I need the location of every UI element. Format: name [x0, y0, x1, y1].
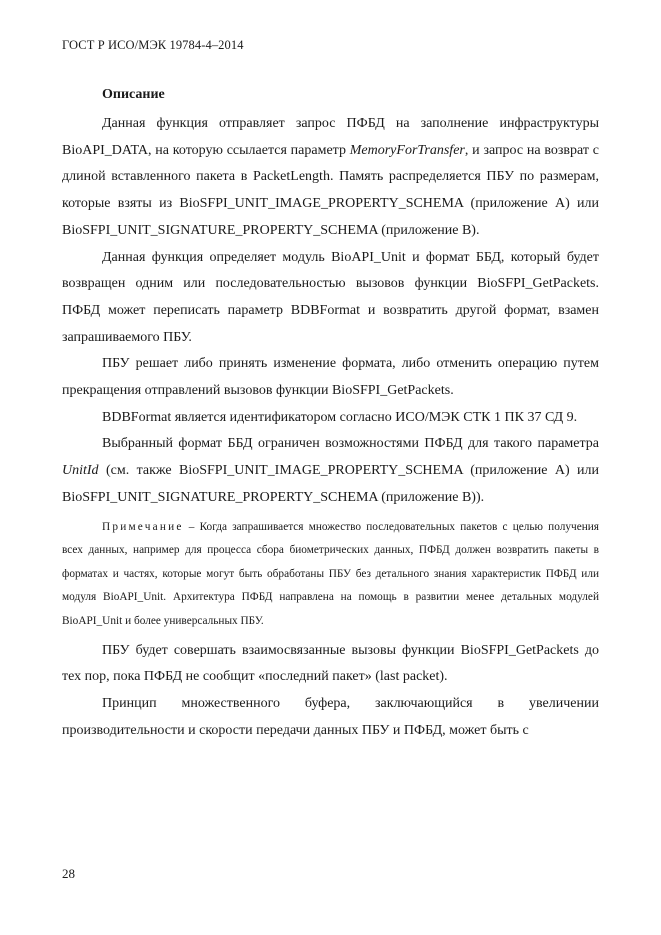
- memory-for-transfer-term: MemoryForTransfer: [349, 142, 465, 158]
- page-content: [62, 82, 599, 744]
- unit-id-term: UnitId: [62, 463, 99, 479]
- note-label: Примечание: [102, 520, 184, 533]
- paragraph-5-text-a: Выбранный формат ББД ограничен возможностями ПФБД для такого параметра: [102, 436, 599, 452]
- paragraph-1-text-b: , и запрос на возврат с длиной вставленного пакета в PacketLength. Память распределяется ПБУ по размерам, которые взяты из BioSFPI_UNIT_IMAGE_PROPERTY_SCHEMA (приложение А) или BioSFPI_UNIT_SIGNATURE_PROPERTY_SCHEMA (приложение В).: [62, 142, 599, 238]
- note-block: [62, 516, 599, 634]
- note-text: – Когда запрашивается множество последовательных пакетов с целью получения всех данных, например для процесса сбора биометрических данных, ПФБД должен возвратить пакеты в форматах и частях, которые могут быть обработаны ПБУ без детального знания характеристик ПФБД или модуля BioAPI_Unit. Архитектура ПФБД направлена на помощь в развитии менее детальных модулей BioAPI_Unit и более универсальных ПБУ.: [62, 520, 599, 627]
- paragraph-1: [62, 111, 599, 245]
- page-number: 28: [62, 866, 75, 881]
- paragraph-7: Принцип множественного буфера, заключающийся в увеличении производительности и скорости передачи данных ПБУ и ПФБД, может быть с: [62, 695, 599, 738]
- paragraph-6: ПБУ будет совершать взаимосвязанные вызовы функции BioSFPI_GetPackets до тех пор, пока ПФБД не сообщит «последний пакет» (last packet).: [62, 642, 599, 685]
- paragraph-5-text-b: (см. также BioSFPI_UNIT_IMAGE_PROPERTY_SCHEMA (приложение А) или BioSFPI_UNIT_SIGNATURE_PROPERTY_SCHEMA (приложение В)).: [62, 463, 599, 505]
- document-header: ГОСТ Р ИСО/МЭК 19784-4–2014: [62, 38, 244, 52]
- paragraph-2: Данная функция определяет модуль BioAPI_Unit и формат ББД, который будет возвращен одним или последовательностью вызовов функции BioSFPI_GetPackets. ПФБД может переписать параметр BDBFormat и возвратить другой формат, взамен запрашиваемого ПБУ.: [62, 249, 599, 345]
- section-heading: Описание: [102, 87, 165, 102]
- paragraph-4: BDBFormat является идентификатором согласно ИСО/МЭК СТК 1 ПК 37 СД 9.: [102, 409, 578, 425]
- paragraph-3: ПБУ решает либо принять изменение формата, либо отменить операцию путем прекращения отправлений вызовов функции BioSFPI_GetPackets.: [62, 356, 599, 399]
- paragraph-5: [62, 431, 599, 511]
- paragraph-1-text-a: Данная функция отправляет запрос ПФБД на заполнение инфраструктуры BioAPI_DATA, на которую ссылается параметр: [62, 116, 599, 158]
